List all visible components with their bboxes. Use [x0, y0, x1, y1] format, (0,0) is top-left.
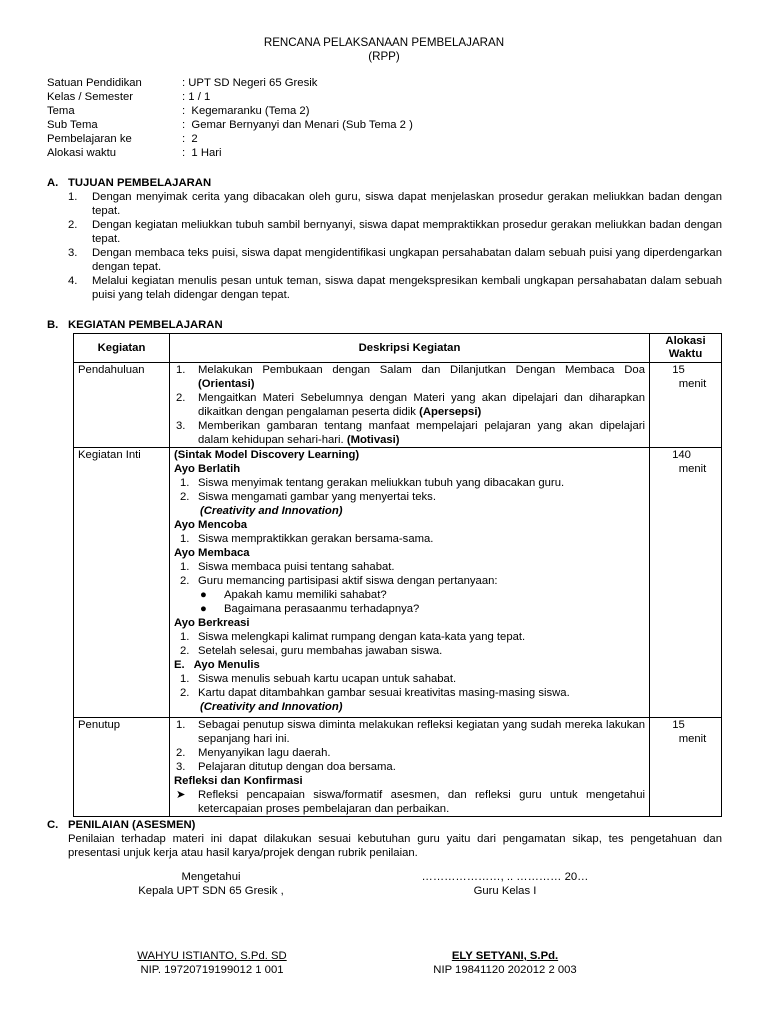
section-title: PENILAIAN (ASESMEN)	[68, 819, 196, 831]
bullet-item	[174, 602, 645, 616]
item-number: 1.	[68, 191, 78, 203]
section-c-heading	[47, 818, 195, 832]
item-number: 3.	[176, 761, 186, 773]
refleksi-title: Refleksi dan Konfirmasi	[174, 775, 303, 787]
item-text: Siswa mengamati gambar yang menyertai teks.	[198, 491, 436, 503]
item-number: 4.	[68, 275, 78, 287]
list-item	[174, 363, 645, 391]
header-alokasi: Alokasi Waktu	[650, 334, 722, 363]
kegiatan-table	[73, 333, 722, 817]
waktu-value: 15	[672, 719, 685, 731]
signature-right-header	[398, 870, 612, 898]
penutup-description	[170, 718, 650, 817]
row-label-penutup: Penutup	[74, 718, 170, 817]
identity-row	[47, 132, 413, 146]
row-label-inti: Kegiatan Inti	[74, 448, 170, 718]
item-text: Pelajaran ditutup dengan doa bersama.	[198, 761, 396, 773]
item-number: 3.	[68, 247, 78, 259]
list-item	[174, 391, 645, 419]
activity-title: Ayo Mencoba	[174, 519, 248, 531]
item-number: 1.	[180, 533, 190, 545]
table-row	[74, 363, 722, 448]
penilaian-text: Penilaian terhadap materi ini dapat dilakukan sesuai kebutuhan guru yaitu dari pengamatan sikap, tes pengetahuan dan presentasi unjuk kerja atau hasil karya/projek dengan rubrik penilaian.	[68, 833, 722, 859]
list-item	[174, 532, 645, 546]
item-number: 1.	[176, 719, 186, 731]
item-text: Dengan membaca teks puisi, siswa dapat mengidentifikasi ungkapan persahabatan dalam sebuah puisi yang diperdengarkan dengan tepat.	[92, 247, 722, 273]
identity-value: : 2	[182, 133, 198, 145]
identity-row	[47, 146, 413, 160]
list-item	[174, 746, 645, 760]
item-number: 2.	[180, 645, 190, 657]
bullet-icon: ●	[200, 589, 207, 601]
item-number: 3.	[176, 420, 186, 432]
waktu-value: 15	[672, 364, 685, 376]
kepala-name: WAHYU ISTIANTO, S.Pd. SD	[137, 950, 287, 962]
list-item	[68, 274, 722, 302]
header-kegiatan: Kegiatan	[74, 334, 170, 363]
item-number: 2.	[176, 392, 186, 404]
section-a-heading	[47, 176, 211, 190]
section-title: TUJUAN PEMBELAJARAN	[68, 177, 212, 189]
arrow-bullet-icon: ➤	[176, 789, 186, 801]
item-text: Sebagai penutup siswa diminta melakukan refleksi kegiatan yang sudah mereka lakukan sepanjang hari ini.	[198, 719, 645, 745]
item-text: Dengan menyimak cerita yang dibacakan oleh guru, siswa dapat menjelaskan prosedur gerakan meliukkan badan dengan tepat.	[92, 191, 722, 217]
list-item	[174, 490, 645, 504]
identity-block	[47, 76, 413, 160]
list-item	[68, 190, 722, 218]
identity-row	[47, 76, 413, 90]
section-b-heading	[47, 318, 223, 332]
identity-label: Satuan Pendidikan	[47, 77, 142, 89]
bullet-text: Apakah kamu memiliki sahabat?	[224, 589, 387, 601]
item-text: Refleksi pencapaian siswa/formatif asesmen, dan refleksi guru untuk mengetahui ketercapaian proses pembelajaran dan perbaikan.	[198, 789, 645, 815]
item-number: 2.	[180, 575, 190, 587]
activity-note: (Creativity and Innovation)	[200, 701, 343, 713]
signature-left	[112, 949, 312, 977]
identity-value: : 1 Hari	[182, 147, 222, 159]
section-number: A.	[47, 177, 59, 189]
item-number: 2.	[180, 491, 190, 503]
identity-value: : Gemar Bernyanyi dan Menari (Sub Tema 2 )	[182, 119, 413, 131]
header-deskripsi: Deskripsi Kegiatan	[170, 334, 650, 363]
identity-label: Sub Tema	[47, 119, 98, 131]
list-item	[174, 788, 645, 816]
activity-note: (Creativity and Innovation)	[200, 505, 343, 517]
activity-title: Ayo Berlatih	[174, 463, 241, 475]
identity-row	[47, 90, 413, 104]
bullet-text: Bagaimana perasaanmu terhadapnya?	[224, 603, 420, 615]
guru-name: ELY SETYANI, S.Pd.	[451, 950, 559, 962]
identity-row	[47, 104, 413, 118]
pendahuluan-description	[170, 363, 650, 448]
list-item	[174, 718, 645, 746]
item-text: Menyanyikan lagu daerah.	[198, 747, 331, 759]
document-subtitle: (RPP)	[368, 50, 400, 63]
identity-label: Alokasi waktu	[47, 147, 117, 159]
signature-left-header	[130, 870, 292, 898]
signature-right	[404, 949, 606, 977]
list-item	[174, 419, 645, 447]
inti-description	[170, 448, 650, 718]
tujuan-list	[68, 190, 722, 302]
identity-value: : Kegemaranku (Tema 2)	[182, 105, 310, 117]
item-number: 1.	[180, 477, 190, 489]
pendahuluan-waktu	[650, 363, 722, 448]
list-item	[174, 672, 645, 686]
section-title: KEGIATAN PEMBELAJARAN	[68, 319, 223, 331]
bullet-icon: ●	[200, 603, 207, 615]
item-text: Siswa membaca puisi tentang sahabat.	[198, 561, 395, 573]
section-number: C.	[47, 819, 59, 831]
waktu-unit: menit	[678, 463, 707, 475]
item-number: 2.	[180, 687, 190, 699]
inti-waktu	[650, 448, 722, 718]
penutup-waktu	[650, 718, 722, 817]
mengetahui-label: Mengetahui	[181, 871, 241, 883]
table-row	[74, 448, 722, 718]
item-text: Memberikan gambaran tentang manfaat mempelajari pelajaran yang akan dipelajari dalam kehidupan sehari-hari.	[198, 420, 645, 446]
document-title: RENCANA PELAKSANAAN PEMBELAJARAN	[263, 36, 505, 49]
item-text: Mengaitkan Materi Sebelumnya dengan Materi yang akan dipelajari dan diharapkan dikaitkan dengan pengalaman peserta didik	[198, 392, 645, 418]
kepala-title: Kepala UPT SDN 65 Gresik ,	[138, 885, 284, 897]
list-item	[174, 574, 645, 588]
bullet-item	[174, 588, 645, 602]
item-tag: (Apersepsi)	[419, 406, 482, 418]
item-number: 2.	[68, 219, 78, 231]
item-text: Setelah selesai, guru membahas jawaban siswa.	[198, 645, 443, 657]
item-text: Melakukan Pembukaan dengan Salam dan Dilanjutkan Dengan Membaca Doa	[198, 364, 645, 376]
item-tag: (Orientasi)	[198, 378, 255, 390]
kepala-nip: NIP. 19720719199012 1 001	[140, 964, 284, 976]
list-item	[68, 246, 722, 274]
identity-label: Kelas / Semester	[47, 91, 134, 103]
item-text: Melalui kegiatan menulis pesan untuk teman, siswa dapat mengekspresikan kembali ungkapan persahabatan dalam sebuah puisi yang telah didengar dengan tepat.	[92, 275, 722, 301]
item-tag: (Motivasi)	[346, 434, 400, 446]
list-item	[174, 476, 645, 490]
model-title: (Sintak Model Discovery Learning)	[174, 449, 360, 461]
activity-title: Ayo Membaca	[174, 547, 250, 559]
guru-title: Guru Kelas I	[473, 885, 537, 897]
list-item	[174, 630, 645, 644]
section-number: B.	[47, 319, 59, 331]
list-item	[174, 644, 645, 658]
activity-title: Ayo Berkreasi	[174, 617, 250, 629]
item-text: Siswa menyimak tentang gerakan meliukkan tubuh yang dibacakan guru.	[198, 477, 565, 489]
waktu-value: 140	[672, 449, 691, 461]
item-text: Siswa mempraktikkan gerakan bersama-sama.	[198, 533, 434, 545]
item-text: Siswa melengkapi kalimat rumpang dengan kata-kata yang tepat.	[198, 631, 526, 643]
identity-label: Pembelajaran ke	[47, 133, 132, 145]
list-item	[174, 760, 645, 774]
table-header-row	[74, 334, 722, 363]
waktu-unit: menit	[678, 733, 707, 745]
waktu-unit: menit	[678, 378, 707, 390]
item-text: Guru memancing partisipasi aktif siswa dengan pertanyaan:	[198, 575, 498, 587]
item-number: 1.	[180, 561, 190, 573]
list-item	[174, 560, 645, 574]
item-number: 1.	[180, 631, 190, 643]
item-number: 1.	[176, 364, 186, 376]
list-item	[68, 218, 722, 246]
date-line: …………………, .. ………… 20…	[421, 871, 589, 883]
item-text: Dengan kegiatan meliukkan tubuh sambil bernyanyi, siswa dapat mempraktikkan prosedur gerakan meliukkan badan dengan tepat.	[92, 219, 722, 245]
identity-value: : 1 / 1	[182, 91, 211, 103]
identity-row	[47, 118, 413, 132]
item-number: 1.	[180, 673, 190, 685]
item-text: Siswa menulis sebuah kartu ucapan untuk sahabat.	[198, 673, 457, 685]
activity-title: E. Ayo Menulis	[174, 659, 260, 671]
table-row	[74, 718, 722, 817]
list-item	[174, 686, 645, 700]
item-number: 2.	[176, 747, 186, 759]
row-label-pendahuluan: Pendahuluan	[74, 363, 170, 448]
identity-value: : UPT SD Negeri 65 Gresik	[182, 77, 318, 89]
item-text: Kartu dapat ditambahkan gambar sesuai kreativitas masing-masing siswa.	[198, 687, 570, 699]
guru-nip: NIP 19841120 202012 2 003	[433, 964, 577, 976]
identity-label: Tema	[47, 105, 75, 117]
